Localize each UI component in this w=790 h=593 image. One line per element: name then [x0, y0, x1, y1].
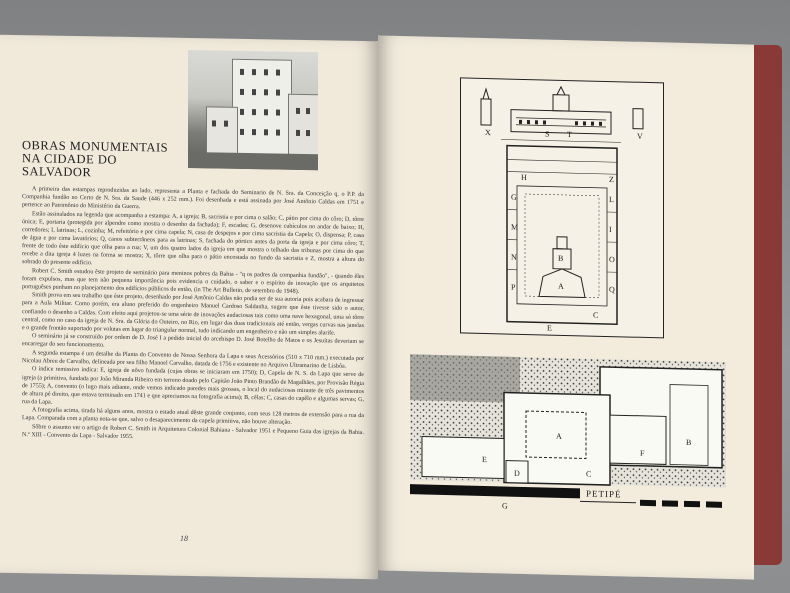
plan-letter: E [547, 323, 552, 333]
plan-letter: F [640, 448, 645, 458]
plan-letter: C [586, 469, 592, 479]
paragraph: Estão assinalados na legenda que acompanha a estampa: A, a igreja; B, sacristia e por cima o salão; C, pátio por cima do côro; D, tôrre única; E, portaria (protegida por alpendre como mostra o desenho da fachada); F, escadas; G, desenove cubículos no andar de baixo; H, corredores; I, latrinas; L, cozinha; M, refeitório e por cima capela; N, casa de despejos e por cima sacristia da Capela; O, dispensa; P, casa de água e por cima lavatórios; Q, canos subterrâneos para as latrinas; S, fachada do pórtico antes da porta da igreja e por cima côro; T, frente de todo êste edifício que olha para a rua; V, um dos quatro lados da igreja em que mostra o telhado das tribunas por cima do que recebe a dita igreja 4 luzes na forma se mostra; X, tôrre que olha para o pátio encostada no fundo da sacristia e Z, mostra a altura do sobrado do presente edifício. [22, 210, 364, 267]
seminary-plan-svg [461, 78, 663, 337]
plan-letter: S [545, 129, 550, 139]
scale-label: PETIPÉ [586, 488, 622, 500]
plan-letter: L [609, 195, 614, 205]
plan-letter: C [593, 310, 599, 320]
plan-letter: O [609, 255, 615, 265]
page-number: 18 [180, 533, 188, 543]
paragraph: A fotografia acima, tirada há alguns anos, mostra o estado atual dêste grande conjunto, com seus 128 metros de extensão para a rua da Lapa. Comparada com a planta nota-se que, salvo o desaparecimento da capela primitiva, não houve alteração. [22, 407, 364, 427]
plan-letter: Z [609, 175, 614, 185]
plan-letter: P [511, 282, 516, 292]
paragraph: Smith prova em seu trabalho que êste projeto, desenhado por José Antônio Caldas não podia ser de sua autoria pois acabara de ingressar para a Aula Militar. Como porém, era aluno preferido do engenheiro Manuel Cardoso Saldanha, sugere que êste tivesse sido o autor, confiando o desenho a Caldas. Com efeito aqui projetou-se uma série de inovações audaciosas tais como uma nave hexagonal, uma só tôrre central, como no caso da igreja de N. Sra. da Glória do Outeiro, no Rio, em lugar das duas tradicionais até então, vergas curvas nas janelas e o grande frontão suportado por volutas em lugar do triangular normal, tudo indicando um engenheiro e não um simples alarife. [22, 292, 364, 337]
plan-letter: I [609, 225, 612, 235]
left-page [0, 35, 378, 580]
plan-letter: D [514, 468, 520, 478]
section-heading: OBRAS MONUMENTAIS NA CIDADE DO SALVADOR [22, 138, 169, 180]
plan-letter: E [482, 454, 487, 465]
paragraph: A primeira das estampas reproduzidas ao lado, representa a Planta e fachada do Seminario de N. Sra. da Conceição q. o P.P. da Companhia fundão no Certo de N. Sra. da Saude (446 x 252 mm.). Foi desenhada e está assinada por José Antônio Caldas em 1751 e pertence ao Patrimônio do Ministério da Guerra. [22, 186, 364, 211]
plan-letter: Q [609, 285, 615, 295]
plan-letter: X [485, 128, 491, 138]
convent-plan-drawing [410, 354, 726, 518]
paragraph: O índice remissivo indica: E, igreja de nôvo fundada (cujas obras se iniciaram em 1750); D, Capela de N. S. da Lapa que serve de igreja (a primitiva, fundada por João Miranda Ribeiro em terreno doado pelo Capitão João Pinto Brandão de Magalhães, por Provisão Régia de 1755); A, convento (o lugo mais adiante, onde vemos indicado paredes mais grossas, o local do audaciosas mirante de três pavimentos de altura pé direito, que estava terminado em 1741 e que apreciamos na fotografia acima); B, cêlas; C, casas do capêlo e algumas servas; G, rua da Lapa. [22, 366, 364, 406]
article-body [22, 185, 364, 445]
paragraph: Robert C. Smith estudou êste projeto de seminário para meninos pobres da Bahia - "q os padres da companhia fundão", - quando êles foram expulsos, mas que tem não pequena importância pois evidencia o cuidado, o saber e o espírito de inovação que os arquitetos portuguêses punham no planejamento dos edifícios públicos de então, (in The Art Bulletin, de setembro de 1948). [22, 267, 364, 295]
plan-letter: A [556, 431, 562, 441]
plan-letter: N [511, 252, 517, 262]
plan-letter: G [502, 501, 508, 511]
plan-letter: G [511, 192, 517, 202]
plan-letter: T [567, 130, 572, 140]
convent-plan-svg [410, 354, 726, 518]
paragraph: O seminário já se construído por ordem de D. José I a pedido inicial do arcebispo D. José Botelho de Matos e os Jesuítas deveriam se encarregar do seu funcionamento. [22, 333, 364, 349]
plan-letter: A [558, 281, 564, 291]
paragraph: A segunda estampa é um detalhe da Planta do Convento de Nossa Senhora da Lapa e seus Acessórios (510 x 710 mm.) executada por Nicolau Abreu de Carvalho, delineada por seu filho Manoel Carvalho, datada de 1756 e existente no Arquivo Ultramarino de Lisbôa. [22, 350, 364, 370]
plan-letter: M [511, 222, 519, 232]
building-photo [188, 50, 318, 170]
paragraph: Sôbre o assunto ver o artigo de Robert C. Smith in Arquitetura Colonial Bahiana - Salvador 1951 e Pequeno Guia das igrejas da Bahia. N.º XIII - Convento da Lapa - Salvador 1955. [22, 424, 364, 440]
plan-letter: V [637, 131, 643, 141]
plan-letter: H [521, 172, 527, 183]
right-page [378, 35, 754, 579]
seminary-plan-drawing [460, 77, 664, 338]
plan-letter: B [686, 437, 692, 448]
plan-letter: B [558, 253, 564, 263]
